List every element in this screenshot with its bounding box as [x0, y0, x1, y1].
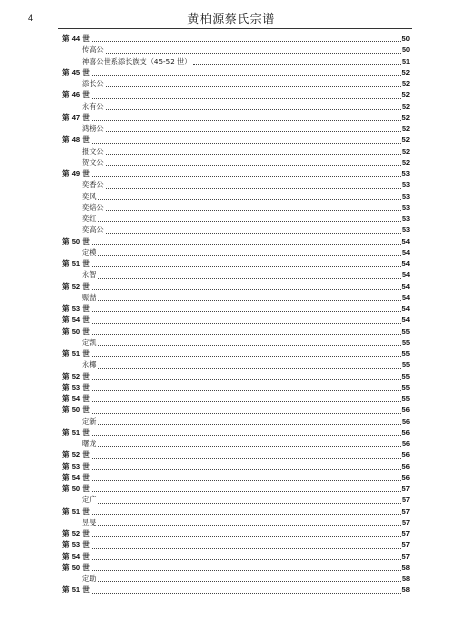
- toc-entry-page: 54: [401, 315, 410, 325]
- dot-leader: [106, 108, 401, 110]
- toc-generation-row[interactable]: [62, 33, 410, 44]
- dot-leader: [92, 513, 401, 515]
- toc-entry-page: 58: [401, 562, 410, 572]
- toc-entry-label: 定凯: [82, 337, 97, 347]
- toc-generation-row[interactable]: [62, 134, 410, 145]
- toc-generation-row[interactable]: [62, 506, 410, 517]
- dot-leader: [92, 40, 401, 42]
- toc-entry-label: 第 53 世: [62, 382, 90, 392]
- toc-entry-label: 奕红: [82, 214, 97, 223]
- toc-entry-page: 52: [402, 124, 410, 133]
- toc-generation-row[interactable]: [62, 528, 410, 539]
- dot-leader: [106, 209, 401, 211]
- toc-generation-row[interactable]: [62, 303, 410, 314]
- dot-leader: [92, 175, 401, 177]
- toc-entry-page: 52: [401, 112, 410, 122]
- dot-leader: [92, 322, 401, 324]
- toc-generation-row[interactable]: [62, 427, 410, 438]
- dot-leader: [98, 367, 401, 369]
- toc-entry-label: 第 52 世: [62, 281, 90, 291]
- toc-entry-page: 53: [402, 180, 410, 190]
- toc-entry-label: 第 45 世: [62, 67, 90, 77]
- toc-entry-label: 第 51 世: [62, 259, 90, 268]
- toc-generation-row[interactable]: [62, 314, 410, 325]
- dot-leader: [193, 63, 401, 65]
- dot-leader: [98, 198, 401, 200]
- toc-person-row[interactable]: [62, 146, 410, 157]
- toc-entry-page: 54: [402, 292, 410, 302]
- dot-leader: [92, 592, 401, 594]
- toc-generation-row[interactable]: [62, 483, 410, 494]
- toc-generation-row[interactable]: [62, 326, 410, 337]
- toc-entry-page: 52: [402, 157, 410, 167]
- toc-entry-page: 54: [402, 247, 410, 257]
- dot-leader: [92, 479, 401, 481]
- toc-generation-row[interactable]: [62, 539, 410, 550]
- toc-generation-row[interactable]: [62, 281, 410, 292]
- toc-entry-page: 57: [402, 517, 410, 527]
- toc-entry-label: 第 44 世: [62, 34, 90, 43]
- toc-entry-label: 定新: [82, 416, 97, 426]
- toc-entry-page: 55: [401, 382, 410, 392]
- dot-leader: [98, 524, 401, 526]
- dot-leader: [92, 74, 401, 76]
- toc-entry-label: 第 54 世: [62, 315, 90, 325]
- toc-entry-page: 50: [401, 34, 410, 43]
- dot-leader: [92, 310, 401, 312]
- toc-generation-row[interactable]: [62, 89, 410, 100]
- dot-leader: [98, 502, 401, 504]
- dot-leader: [98, 344, 401, 346]
- toc-entry-label: 定模: [82, 247, 97, 257]
- toc-entry-page: 51: [402, 56, 410, 66]
- toc-entry-page: 54: [401, 281, 410, 291]
- toc-entry-page: 53: [402, 225, 410, 235]
- toc-person-row[interactable]: [62, 44, 410, 55]
- dot-leader: [92, 378, 401, 380]
- toc-entry-page: 52: [402, 79, 410, 88]
- toc-person-row[interactable]: [62, 517, 410, 528]
- toc-entry-label: 鸿榜公: [82, 124, 104, 133]
- toc-person-row[interactable]: [62, 157, 410, 168]
- toc-entry-label: 第 46 世: [62, 90, 90, 100]
- toc-entry-label: 永有公: [82, 101, 104, 111]
- dot-leader: [92, 142, 401, 144]
- toc-generation-row[interactable]: [62, 551, 410, 562]
- toc-entry-page: 57: [401, 506, 410, 516]
- header-rule: [58, 28, 412, 29]
- toc-generation-row[interactable]: [62, 258, 410, 269]
- toc-person-row[interactable]: [62, 56, 410, 67]
- toc-entry-label: 第 52 世: [62, 529, 90, 538]
- toc-entry-page: 53: [402, 191, 410, 201]
- toc-person-row[interactable]: [62, 213, 410, 224]
- toc-generation-row[interactable]: [62, 168, 410, 179]
- toc-entry-label: 定广: [82, 495, 97, 505]
- toc-entry-label: 第 48 世: [62, 135, 90, 145]
- toc-generation-row[interactable]: [62, 348, 410, 359]
- toc-entry-label: 第 51 世: [62, 506, 90, 516]
- toc-entry-label: 第 54 世: [62, 472, 90, 482]
- toc-entry-label: 第 51 世: [62, 585, 90, 595]
- toc-entry-page: 57: [402, 495, 410, 505]
- toc-entry-page: 52: [402, 146, 410, 156]
- toc-person-row[interactable]: [62, 269, 410, 280]
- toc-entry-page: 55: [401, 349, 410, 358]
- toc-entry-page: 52: [402, 101, 410, 111]
- table-of-contents: [62, 33, 410, 596]
- toc-entry-label: 第 54 世: [62, 394, 90, 403]
- toc-entry-label: 第 53 世: [62, 540, 90, 550]
- toc-entry-label: 报文公: [82, 146, 104, 156]
- toc-person-row[interactable]: [62, 202, 410, 213]
- dot-leader: [98, 254, 401, 256]
- toc-entry-page: 52: [401, 67, 410, 77]
- toc-entry-page: 56: [402, 416, 410, 426]
- toc-entry-label: 第 53 世: [62, 304, 90, 313]
- toc-generation-row[interactable]: [62, 382, 410, 393]
- toc-entry-label: 永椰: [82, 360, 97, 370]
- toc-entry-page: 56: [401, 405, 410, 415]
- toc-generation-row[interactable]: [62, 67, 410, 78]
- dot-leader: [98, 277, 401, 279]
- dot-leader: [92, 119, 401, 121]
- dot-leader: [92, 569, 401, 571]
- toc-entry-page: 54: [401, 259, 410, 268]
- toc-entry-page: 55: [401, 326, 410, 336]
- toc-generation-row[interactable]: [62, 404, 410, 415]
- dot-leader: [92, 400, 401, 402]
- dot-leader: [92, 535, 401, 537]
- toc-entry-page: 56: [401, 450, 410, 460]
- toc-generation-row[interactable]: [62, 112, 410, 123]
- toc-entry-page: 55: [401, 371, 410, 381]
- toc-entry-label: 第 51 世: [62, 427, 90, 437]
- toc-person-row[interactable]: [62, 191, 410, 202]
- toc-entry-label: 奕香公: [82, 180, 104, 190]
- toc-entry-label: 永智: [82, 270, 97, 280]
- dot-leader: [106, 187, 401, 189]
- dot-leader: [106, 153, 401, 155]
- dot-leader: [92, 97, 401, 99]
- toc-entry-label: 第 47 世: [62, 112, 90, 122]
- toc-entry-page: 55: [402, 360, 410, 370]
- toc-entry-label: 传高公: [82, 45, 104, 55]
- toc-person-row[interactable]: [62, 337, 410, 348]
- dot-leader: [106, 52, 401, 54]
- toc-generation-row[interactable]: [62, 371, 410, 382]
- toc-entry-label: 第 54 世: [62, 551, 90, 561]
- dot-leader: [98, 220, 401, 222]
- toc-entry-label: 第 50 世: [62, 484, 90, 493]
- toc-generation-row[interactable]: [62, 584, 410, 595]
- toc-person-row[interactable]: [62, 224, 410, 235]
- toc-generation-row[interactable]: [62, 393, 410, 404]
- toc-entry-page: 56: [401, 472, 410, 482]
- toc-generation-row[interactable]: [62, 472, 410, 483]
- dot-leader: [92, 333, 401, 335]
- toc-entry-page: 53: [401, 169, 410, 178]
- toc-entry-page: 55: [402, 337, 410, 347]
- dot-leader: [92, 547, 401, 549]
- dot-leader: [92, 288, 401, 290]
- toc-person-row[interactable]: [62, 416, 410, 427]
- toc-entry-label: 第 49 世: [62, 169, 90, 178]
- toc-entry-page: 55: [401, 394, 410, 403]
- toc-entry-label: 添长公: [82, 79, 104, 88]
- toc-entry-label: 第 50 世: [62, 562, 90, 572]
- toc-entry-label: 第 51 世: [62, 349, 90, 358]
- toc-entry-page: 50: [402, 45, 410, 55]
- dot-leader: [92, 412, 401, 414]
- toc-entry-label: 神喜公世系添长族支（45-52 世）: [82, 56, 192, 66]
- toc-generation-row[interactable]: [62, 236, 410, 247]
- dot-leader: [92, 468, 401, 470]
- toc-entry-page: 54: [401, 236, 410, 246]
- toc-entry-page: 56: [401, 427, 410, 437]
- dot-leader: [106, 164, 401, 166]
- toc-entry-label: 曙龙: [82, 439, 97, 448]
- toc-entry-page: 53: [402, 214, 410, 223]
- dot-leader: [92, 457, 401, 459]
- toc-entry-label: 第 50 世: [62, 405, 90, 415]
- dot-leader: [98, 445, 401, 447]
- toc-entry-page: 54: [402, 270, 410, 280]
- toc-entry-label: 第 53 世: [62, 461, 90, 471]
- dot-leader: [98, 299, 401, 301]
- toc-entry-label: 奕风: [82, 191, 97, 201]
- toc-entry-page: 58: [402, 574, 410, 583]
- dot-leader: [106, 130, 401, 132]
- dot-leader: [106, 232, 401, 234]
- toc-entry-page: 52: [401, 135, 410, 145]
- dot-leader: [92, 434, 401, 436]
- page-number: 4: [28, 13, 34, 23]
- toc-person-row[interactable]: [62, 292, 410, 303]
- toc-person-row[interactable]: [62, 359, 410, 370]
- toc-entry-label: 昱旻: [82, 517, 97, 527]
- toc-entry-page: 57: [401, 529, 410, 538]
- toc-person-row[interactable]: [62, 78, 410, 89]
- dot-leader: [92, 558, 401, 560]
- dot-leader: [92, 389, 401, 391]
- toc-generation-row[interactable]: [62, 449, 410, 460]
- dot-leader: [92, 243, 401, 245]
- toc-person-row[interactable]: [62, 101, 410, 112]
- toc-entry-page: 58: [401, 585, 410, 595]
- toc-entry-label: 赈喆: [82, 292, 97, 302]
- toc-entry-page: 53: [402, 202, 410, 212]
- toc-entry-page: 57: [401, 484, 410, 493]
- toc-entry-label: 第 52 世: [62, 371, 90, 381]
- toc-entry-label: 奕焙公: [82, 202, 104, 212]
- toc-person-row[interactable]: [62, 494, 410, 505]
- toc-entry-page: 52: [401, 90, 410, 100]
- toc-entry-label: 第 52 世: [62, 450, 90, 460]
- toc-entry-label: 第 50 世: [62, 326, 90, 336]
- toc-entry-page: 57: [401, 551, 410, 561]
- dot-leader: [92, 265, 401, 267]
- toc-entry-label: 贺文公: [82, 157, 104, 167]
- toc-entry-page: 57: [401, 540, 410, 550]
- toc-generation-row[interactable]: [62, 461, 410, 472]
- toc-entry-label: 奕高公: [82, 225, 104, 235]
- toc-entry-label: 定助: [82, 574, 97, 583]
- page-title: 黄柏源蔡氏宗谱: [187, 12, 275, 26]
- dot-leader: [98, 423, 401, 425]
- dot-leader: [98, 580, 401, 582]
- toc-person-row[interactable]: [62, 179, 410, 190]
- dot-leader: [92, 355, 401, 357]
- toc-entry-page: 56: [401, 461, 410, 471]
- toc-person-row[interactable]: [62, 573, 410, 584]
- toc-person-row[interactable]: [62, 247, 410, 258]
- dot-leader: [92, 490, 401, 492]
- toc-person-row[interactable]: [62, 123, 410, 134]
- toc-entry-page: 54: [401, 304, 410, 313]
- toc-person-row[interactable]: [62, 438, 410, 449]
- toc-generation-row[interactable]: [62, 562, 410, 573]
- toc-entry-page: 56: [402, 439, 410, 448]
- toc-entry-label: 第 50 世: [62, 236, 90, 246]
- dot-leader: [106, 85, 401, 87]
